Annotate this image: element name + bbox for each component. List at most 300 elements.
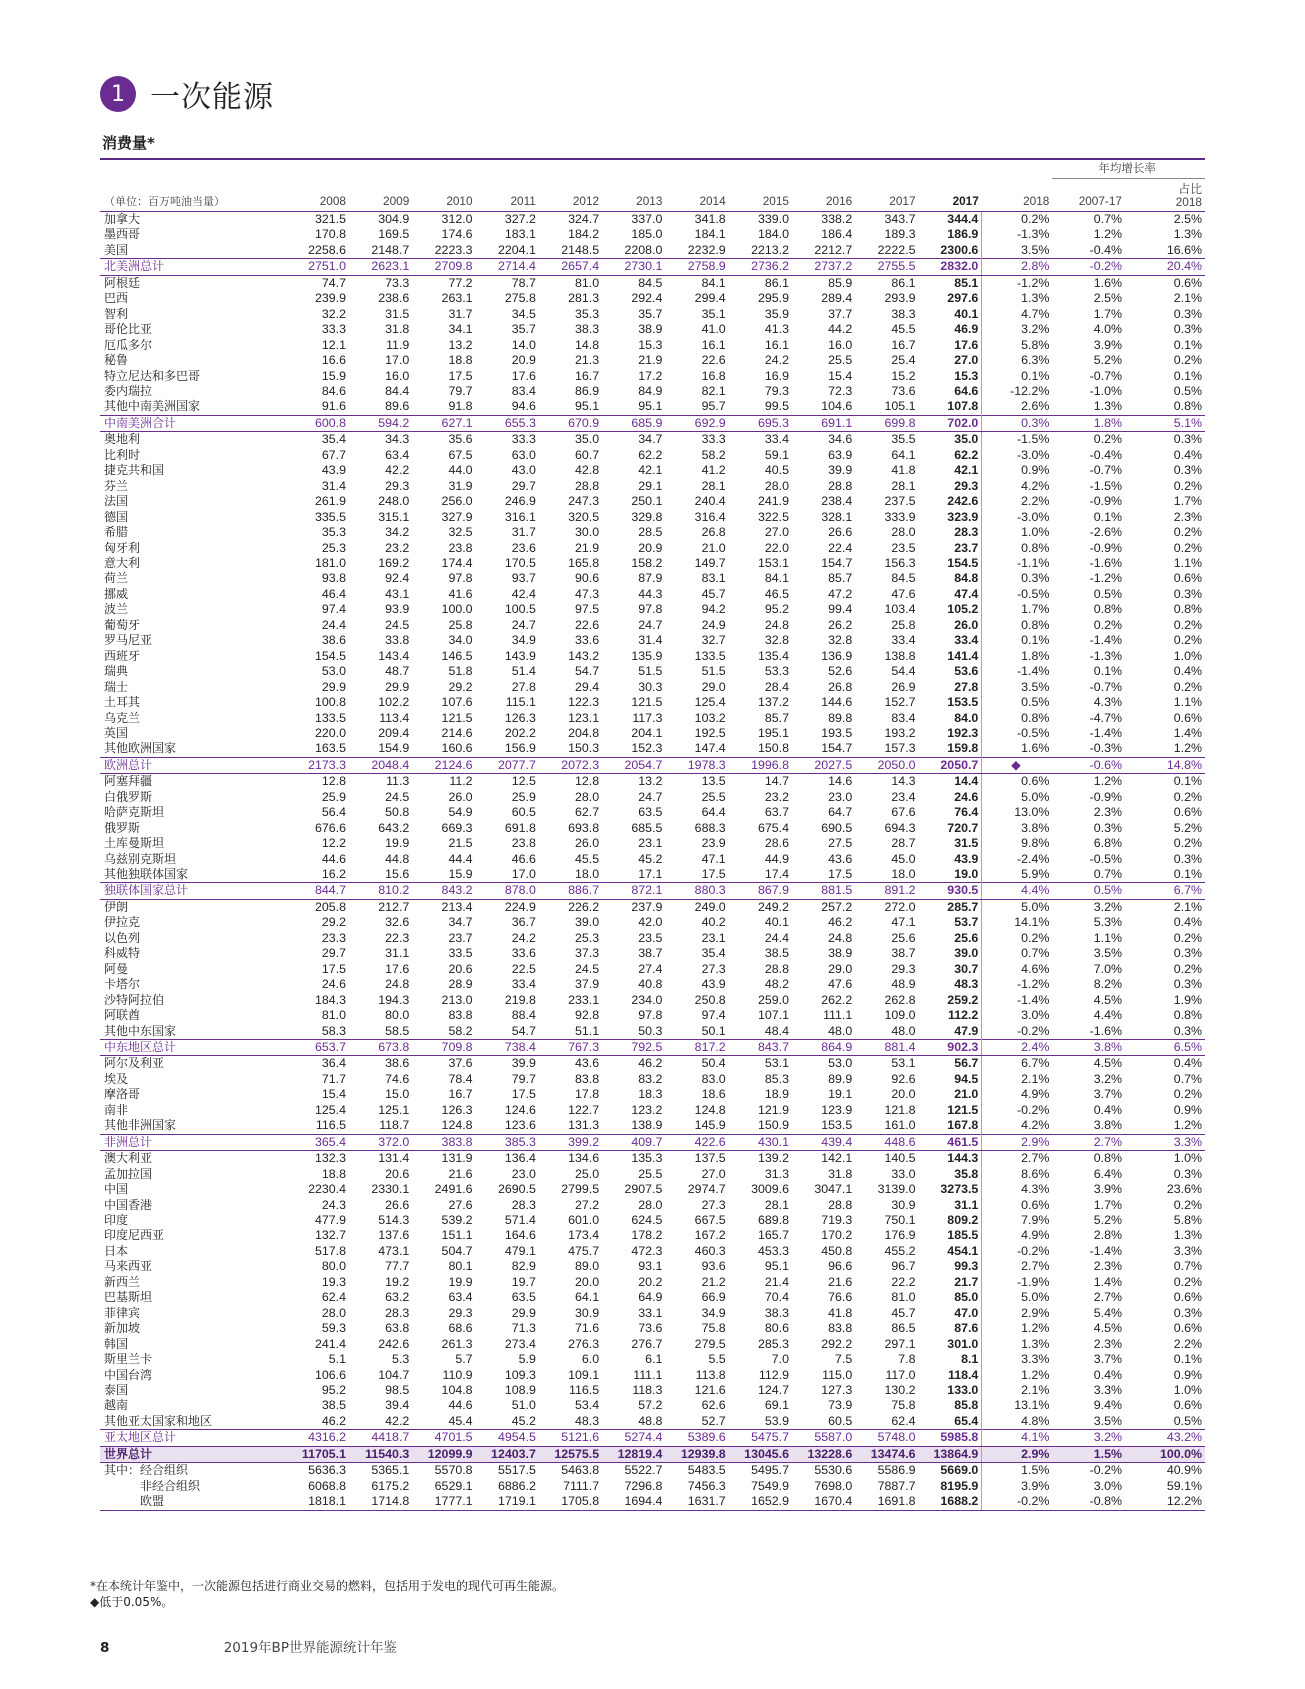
cell-value: 27.8 [511, 679, 536, 694]
cell-value: 1.0% [1173, 1382, 1202, 1397]
cell-value: 17.0 [511, 867, 536, 882]
cell-value: 0.2% [1173, 679, 1202, 694]
cell-value: 13045.6 [729, 1446, 792, 1462]
cell-value: 31.4 [321, 478, 346, 493]
cell-value: 0.6% [1173, 1290, 1202, 1305]
table-row [100, 852, 1205, 867]
cell-value: 29.1 [638, 478, 663, 493]
cell-value: 219.8 [504, 992, 536, 1007]
cell-value: 109.1 [568, 1367, 600, 1382]
table-row [100, 1414, 1205, 1430]
cell-value: 13474.6 [855, 1446, 918, 1462]
cell-value: 142.1 [821, 1151, 853, 1166]
cell-value: 259.2 [947, 992, 979, 1007]
cell-value: 3.3% [982, 1352, 1053, 1367]
cell-value: 3.2% [1052, 1430, 1125, 1446]
cell-value: 121.6 [694, 1382, 726, 1397]
cell-value: 15.4 [828, 368, 853, 383]
cell-value: 0.6% [1173, 275, 1202, 290]
cell-value: 25.3 [575, 930, 600, 945]
cell-value: 192.3 [947, 725, 979, 740]
cell-value: 1.1% [1173, 695, 1202, 710]
table-row [100, 805, 1205, 820]
cell-value: 1.7% [1093, 1197, 1122, 1212]
cell-value: 2.1% [982, 1072, 1053, 1087]
cell-value: 29.2 [321, 915, 346, 930]
cell-value: 15.9 [448, 867, 473, 882]
cell-value: 4.5% [1093, 1321, 1122, 1336]
cell-value: 47.1 [891, 915, 916, 930]
cell-value: 1.9% [1173, 992, 1202, 1007]
row-label: 意大利 [104, 555, 141, 570]
cell-value: 5.9% [982, 867, 1053, 883]
cell-value: 67.5 [448, 447, 473, 462]
cell-value: 6529.1 [434, 1478, 473, 1493]
cell-value: 141.4 [947, 648, 979, 663]
cell-value: 0.4% [1173, 1056, 1202, 1071]
cell-value: 31.8 [385, 322, 410, 337]
column-header: 2009 [349, 179, 412, 212]
page-title: 一次能源 [150, 80, 274, 115]
cell-value: -1.4% [982, 993, 1053, 1008]
cell-value: 39.9 [828, 463, 853, 478]
cell-value: 20.0 [575, 1274, 600, 1289]
cell-value: 107.8 [947, 399, 979, 414]
cell-value: 62.4 [321, 1290, 346, 1305]
cell-value: 17.5 [828, 867, 853, 882]
cell-value: 29.9 [385, 679, 410, 694]
row-label: 阿曼 [104, 961, 129, 976]
cell-value: 123.6 [504, 1118, 536, 1133]
cell-value: 63.8 [385, 1321, 410, 1336]
cell-value: 38.3 [575, 322, 600, 337]
table-row [100, 1321, 1205, 1336]
table-row [100, 1494, 1205, 1510]
cell-value: 15.3 [954, 368, 979, 383]
cell-value: 47.2 [828, 586, 853, 601]
row-label: 挪威 [104, 586, 129, 601]
row-label: 奥地利 [104, 432, 141, 447]
cell-value: 153.5 [821, 1118, 853, 1133]
cell-value: 83.8 [828, 1321, 853, 1336]
row-label: 其他独联体国家 [104, 867, 189, 882]
cell-value: 31.1 [954, 1197, 979, 1212]
cell-value: 880.3 [665, 883, 728, 899]
cell-value: 0.7% [982, 946, 1053, 961]
table-row [100, 369, 1205, 384]
cell-value: 695.3 [729, 415, 792, 431]
cell-value: 46.2 [321, 1413, 346, 1428]
cell-value: -2.6% [1089, 525, 1122, 540]
row-label: 荷兰 [104, 571, 129, 586]
cell-value: 34.2 [385, 525, 410, 540]
row-label: 秘鲁 [104, 353, 129, 368]
cell-value: 13.1% [982, 1398, 1053, 1413]
cell-value: 676.6 [314, 820, 346, 835]
cell-value: 3.0% [1093, 1478, 1122, 1493]
row-label: 其中：经合组织 [104, 1463, 189, 1478]
cell-value: 6.7% [982, 1056, 1053, 1072]
cell-value: 8195.9 [940, 1478, 979, 1493]
table-row [100, 1103, 1205, 1118]
table-row [100, 1024, 1205, 1040]
row-label: 以色列 [104, 930, 141, 945]
row-label: 欧盟 [100, 1494, 285, 1510]
cell-value: 69.1 [764, 1398, 789, 1413]
cell-value: 0.4% [1173, 447, 1202, 462]
row-label: 巴西 [104, 291, 129, 306]
cell-value: 63.9 [828, 447, 853, 462]
cell-value: 214.6 [441, 725, 473, 740]
column-header: 2018 [982, 179, 1053, 212]
cell-value: 22.5 [511, 961, 536, 976]
row-label: 斯里兰卡 [104, 1352, 153, 1367]
cell-value: 246.9 [504, 494, 536, 509]
cell-value: 79.7 [511, 1071, 536, 1086]
cell-value: 242.6 [378, 1336, 410, 1351]
cell-value: 1.3% [1093, 399, 1122, 414]
cell-value: 22.6 [575, 617, 600, 632]
cell-value: 20.4% [1125, 259, 1205, 275]
cell-value: 247.3 [568, 494, 600, 509]
cell-value: 0.8% [1093, 1151, 1122, 1166]
cell-value: 2048.4 [349, 757, 412, 773]
cell-value: 76.4 [954, 805, 979, 820]
cell-value: 29.0 [701, 679, 726, 694]
cell-value: 28.7 [891, 836, 916, 851]
cell-value: 902.3 [919, 1040, 982, 1056]
cell-value: 2054.7 [602, 757, 665, 773]
cell-value: 35.5 [891, 432, 916, 447]
cell-value: 44.4 [448, 851, 473, 866]
cell-value: 42.1 [638, 463, 663, 478]
cell-value: 27.5 [828, 836, 853, 851]
cell-value: 28.6 [764, 836, 789, 851]
cell-value: 95.2 [321, 1382, 346, 1397]
cell-value: 116.5 [569, 1382, 600, 1397]
cell-value: 52.6 [828, 664, 853, 679]
cell-value: 63.5 [638, 805, 663, 820]
cell-value: 19.0 [954, 867, 979, 882]
cell-value: 0.7% [1093, 867, 1122, 882]
cell-value: 139.2 [757, 1151, 789, 1166]
cell-value: 25.5 [701, 789, 726, 804]
table-row [100, 946, 1205, 961]
cell-value: 14.1% [982, 915, 1053, 930]
cell-value: 699.8 [855, 415, 918, 431]
cell-value: 13228.6 [792, 1446, 855, 1462]
cell-value: 8.1 [961, 1352, 979, 1367]
row-label: 独联体国家总计 [100, 883, 285, 899]
cell-value: 34.7 [448, 915, 473, 930]
cell-value: 121.8 [884, 1102, 916, 1117]
cell-value: 41.6 [448, 586, 473, 601]
cell-value: 285.7 [947, 899, 979, 914]
table-row [100, 977, 1205, 992]
cell-value: 106.6 [314, 1367, 346, 1382]
cell-value: 220.0 [314, 725, 346, 740]
cell-value: 149.7 [694, 555, 726, 570]
cell-value: 19.2 [385, 1274, 410, 1289]
table-body [100, 212, 1205, 1511]
cell-value: 692.9 [665, 415, 728, 431]
column-header: 2017 [855, 179, 918, 212]
cell-value: 27.0 [764, 525, 789, 540]
row-label: 泰国 [104, 1382, 129, 1397]
cell-value: 4.4% [1093, 1008, 1122, 1023]
row-label: 墨西哥 [104, 227, 141, 242]
cell-value: 43.9 [321, 463, 346, 478]
cell-value: 3.8% [982, 821, 1053, 836]
row-label: 北美洲总计 [100, 259, 285, 275]
cell-value: 41.8 [891, 463, 916, 478]
cell-value: 1.6% [1093, 275, 1122, 290]
cell-value: 92.4 [385, 571, 410, 586]
cell-value: 152.7 [884, 695, 916, 710]
cell-value: 4954.5 [476, 1430, 539, 1446]
cell-value: 73.3 [385, 275, 410, 290]
cell-value: 156.9 [504, 741, 536, 756]
cell-value: -1.4% [1089, 1243, 1122, 1258]
cell-value: 5.2% [1093, 353, 1122, 368]
cell-value: 0.8% [1173, 1008, 1202, 1023]
cell-value: 2330.1 [371, 1182, 410, 1197]
cell-value: 145.9 [694, 1118, 726, 1133]
cell-value: 709.8 [412, 1040, 475, 1056]
cell-value: 224.9 [504, 899, 536, 914]
cell-value: 45.7 [891, 1305, 916, 1320]
row-label: 美国 [104, 242, 129, 257]
cell-value: 14.4 [954, 774, 979, 789]
cell-value: 31.1 [385, 946, 410, 961]
cell-value: 15.4 [321, 1087, 346, 1102]
cell-value: 27.8 [954, 679, 979, 694]
cell-value: 27.2 [575, 1197, 600, 1212]
row-label: 阿塞拜疆 [104, 774, 153, 789]
row-label: 厄瓜多尔 [104, 337, 153, 352]
cell-value: -0.5% [1089, 851, 1122, 866]
cell-value: 184.3 [314, 992, 346, 1007]
cell-value: 28.8 [575, 478, 600, 493]
cell-value: 2.9% [982, 1134, 1053, 1150]
cell-value: 51.1 [575, 1023, 600, 1038]
cell-value: 43.6 [828, 851, 853, 866]
cell-value: -0.2% [982, 1244, 1053, 1259]
cell-value: 153.5 [947, 695, 979, 710]
cell-value: 17.4 [764, 867, 789, 882]
cell-value: 104.6 [821, 399, 853, 414]
cell-value: 5365.1 [371, 1463, 410, 1478]
cell-value: 315.1 [378, 509, 410, 524]
cell-value: 16.9 [764, 368, 789, 383]
cell-value: 186.4 [821, 227, 853, 242]
cell-value: 24.8 [764, 617, 789, 632]
cell-value: 7.9% [982, 1213, 1053, 1228]
cell-value: 42.0 [638, 915, 663, 930]
cell-value: 1996.8 [729, 757, 792, 773]
cell-value: 81.0 [891, 1290, 916, 1305]
cell-value: -1.6% [1089, 1023, 1122, 1038]
cell-value: 1.4% [1093, 1274, 1122, 1289]
cell-value: 16.7 [891, 337, 916, 352]
cell-value: 64.1 [891, 447, 916, 462]
cell-value: 40.9% [1166, 1463, 1202, 1478]
cell-value: 23.2 [385, 540, 410, 555]
cell-value: 6175.2 [371, 1478, 410, 1493]
cell-value: 150.8 [757, 741, 789, 756]
cell-value: 124.8 [694, 1102, 726, 1117]
cell-value: 22.2 [891, 1274, 916, 1289]
cell-value: 4.3% [1093, 695, 1122, 710]
cell-value: 24.7 [638, 617, 663, 632]
cell-value: 153.1 [757, 555, 789, 570]
cell-value: 205.8 [314, 899, 346, 914]
publication-title: 2019年BP世界能源统计年鉴 [223, 1640, 397, 1656]
cell-value: 3.3% [1093, 1382, 1122, 1397]
cell-value: 31.7 [448, 306, 473, 321]
row-label: 匈牙利 [104, 540, 141, 555]
cell-value: 25.3 [321, 540, 346, 555]
cell-value: 124.6 [504, 1102, 536, 1117]
cell-value: 472.3 [631, 1243, 663, 1258]
cell-value: 23.4 [891, 789, 916, 804]
cell-value: 23.2 [764, 789, 789, 804]
cell-value: 16.0 [828, 337, 853, 352]
cell-value: 0.4% [1093, 1367, 1122, 1382]
cell-value: 343.7 [884, 212, 916, 226]
cell-value: 643.2 [378, 820, 410, 835]
cell-value: 3.0% [982, 1008, 1053, 1023]
cell-value: 261.9 [314, 494, 346, 509]
cell-value: 2124.6 [412, 757, 475, 773]
cell-value: 249.2 [757, 899, 789, 914]
table-row [100, 227, 1205, 242]
cell-value: 324.7 [568, 212, 600, 226]
cell-value: 64.9 [638, 1290, 663, 1305]
cell-value: 9.4% [1093, 1398, 1122, 1413]
cell-value: 249.0 [694, 899, 726, 914]
cell-value: 46.2 [638, 1056, 663, 1071]
cell-value: 688.3 [694, 820, 726, 835]
cell-value: 28.8 [828, 1197, 853, 1212]
cell-value: 48.4 [764, 1023, 789, 1038]
cell-value: 121.5 [631, 695, 663, 710]
cell-value: 2050.7 [919, 757, 982, 773]
cell-value: 328.1 [821, 509, 853, 524]
cell-value: 4.5% [1093, 1056, 1122, 1071]
cell-value: 276.3 [568, 1336, 600, 1351]
growth-rate-group-label: 年均增长率 [1052, 159, 1205, 179]
cell-value: 5522.7 [624, 1463, 663, 1478]
cell-value: 96.7 [891, 1259, 916, 1274]
cell-value: 344.4 [947, 212, 979, 226]
cell-value: 1652.9 [729, 1494, 792, 1510]
cell-value: 27.0 [954, 353, 979, 368]
cell-value: 26.0 [448, 789, 473, 804]
row-label: 白俄罗斯 [104, 789, 153, 804]
cell-value: 84.4 [385, 383, 410, 398]
footnote-2: ◆低于0.05%。 [90, 1595, 174, 1609]
cell-value: 2623.1 [349, 259, 412, 275]
cell-value: 84.0 [954, 710, 979, 725]
cell-value: -0.9% [1089, 789, 1122, 804]
table-row [100, 212, 1205, 228]
cell-value: 15.3 [638, 337, 663, 352]
cell-value: 4.7% [982, 307, 1053, 322]
cell-value: 31.7 [511, 525, 536, 540]
table-row [100, 664, 1205, 679]
cell-value: 127.3 [821, 1382, 853, 1397]
cell-value: 93.1 [638, 1259, 663, 1274]
cell-value: 35.4 [701, 946, 726, 961]
row-label: 乌兹别克斯坦 [104, 851, 177, 866]
cell-value: 3.5% [1093, 1413, 1122, 1428]
column-header: 2012 [539, 179, 602, 212]
cell-value: 365.4 [285, 1134, 349, 1150]
cell-value: 50.3 [638, 1023, 663, 1038]
row-label: 伊朗 [104, 899, 129, 914]
cell-value: 23.1 [638, 836, 663, 851]
cell-value: 193.5 [821, 725, 853, 740]
cell-value: 17.8 [575, 1087, 600, 1102]
cell-value: 46.6 [511, 851, 536, 866]
cell-value: 45.2 [638, 851, 663, 866]
cell-value: 48.0 [891, 1023, 916, 1038]
cell-value: 0.8% [1173, 399, 1202, 414]
row-label: 马来西亚 [104, 1259, 153, 1274]
cell-value: 109.0 [884, 1008, 916, 1023]
cell-value: 144.6 [821, 695, 853, 710]
table-row [100, 649, 1205, 664]
cell-value: 2730.1 [602, 259, 665, 275]
row-label: 沙特阿拉伯 [104, 992, 165, 1007]
cell-value: 88.4 [511, 1008, 536, 1023]
cell-value: 3.2% [982, 322, 1053, 337]
cell-value: 3.5% [982, 680, 1053, 695]
cell-value: 28.0 [764, 478, 789, 493]
cell-value: 0.6% [1173, 1398, 1202, 1413]
cell-value: 0.4% [1173, 915, 1202, 930]
cell-value: 25.8 [891, 617, 916, 632]
cell-value: 5463.8 [561, 1463, 600, 1478]
table-row [100, 510, 1205, 525]
cell-value: 17.6 [954, 337, 979, 352]
cell-value: 131.9 [441, 1151, 473, 1166]
cell-value: 409.7 [602, 1134, 665, 1150]
cell-value: 28.1 [891, 478, 916, 493]
row-label: 哥伦比亚 [104, 322, 153, 337]
cell-value: -1.0% [1089, 383, 1122, 398]
cell-value: 37.9 [575, 977, 600, 992]
cell-value: 316.1 [504, 509, 536, 524]
cell-value: 46.4 [321, 586, 346, 601]
cell-value: 13.2 [638, 774, 663, 789]
cell-value: 64.7 [828, 805, 853, 820]
row-label: 哈萨克斯坦 [104, 805, 165, 820]
cell-value: 3.8% [1093, 1118, 1122, 1133]
cell-value: 670.9 [539, 415, 602, 431]
cell-value: 60.7 [575, 447, 600, 462]
row-label: 芬兰 [104, 478, 129, 493]
cell-value: 100.0% [1125, 1446, 1205, 1462]
row-label: 伊拉克 [104, 915, 141, 930]
cell-value: 601.0 [568, 1213, 600, 1227]
cell-value: 53.3 [764, 664, 789, 679]
table-row [100, 432, 1205, 448]
cell-value: 0.2% [1173, 930, 1202, 945]
cell-value: 689.8 [757, 1213, 789, 1227]
cell-value: 54.7 [575, 664, 600, 679]
